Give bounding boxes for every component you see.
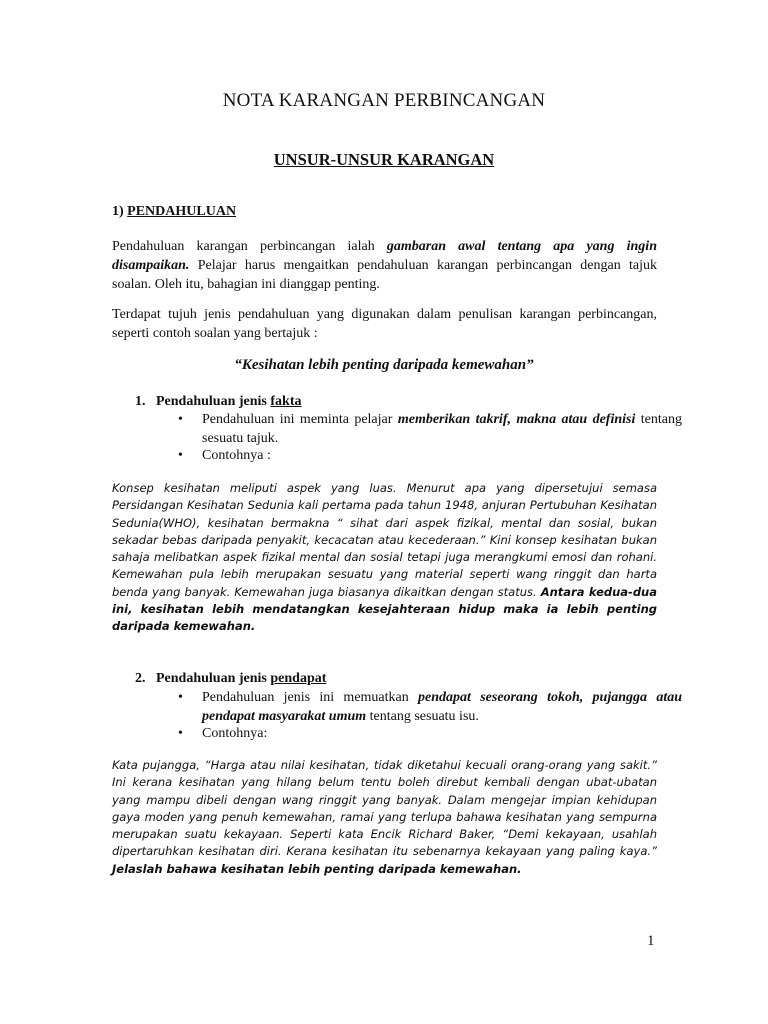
bullet-icon: • [178, 412, 183, 427]
item-1-number: 1. [135, 394, 146, 409]
intro-text-a: Pendahuluan karangan perbincangan ialah [112, 239, 387, 254]
item-1-head-underlined: fakta [270, 394, 302, 409]
item-2-heading [135, 671, 326, 687]
section-heading [112, 204, 236, 220]
item-1-example-conclusion: Antara kedua-dua ini, kesihatan lebih mendatangkan kesejahteraan hidup maka ia lebih penting daripada kemewahan. [112, 584, 657, 634]
item-2-b1-a: Pendahuluan jenis ini memuatkan [202, 690, 419, 705]
item-2-example-conclusion: Jelaslah bahawa kesihatan lebih penting daripada kemewahan. [112, 861, 522, 876]
intro-text-c: Pelajar harus mengaitkan pendahuluan karangan perbincangan dengan tajuk soalan. Oleh itu, bahagian ini dianggap penting. [112, 258, 657, 292]
item-1-b1-c: tentang sesuatu tajuk. [202, 412, 682, 446]
item-1-heading [135, 394, 302, 410]
item-2-number: 2. [135, 671, 146, 686]
page-number: 1 [647, 933, 655, 949]
item-2-example-text: Kata pujangga, “Harga atau nilai kesihatan, tidak diketahui kecuali orang-orang yang sakit.” Ini kerana kesihatan yang hilang belum tentu boleh direbut kembali dengan ubat-ubatan yang mampu dibeli dengan wang ringgit yang banyak. Dalam mengejar impian kehidupan gaya moden yang penuh kemewahan, ramai yang terlupa bahawa kesihatan yang sempurna merupakan suatu kekayaan. Seperti kata Encik Richard Baker, “Demi kekayaan, usahlah dipertaruhkan kesihatan diri. Kerana kesihatan itu sebenarnya kekayaan yang paling kaya.” [112, 758, 657, 859]
item-2-b1-c: tentang sesuatu isu. [366, 709, 479, 724]
bullet-icon: • [178, 448, 183, 463]
item-1-example-text: Konsep kesihatan meliputi aspek yang luas. Menurut apa yang dipersetujui semasa Persidangan Kesihatan Sedunia kali pertama pada tahun 1948, anjuran Pertubuhan Kesihatan Sedunia(WHO), kesihatan bermakna “ sihat dari aspek fizikal, mental dan sosial, bukan sekadar bebas daripada penyakit, kecacatan atau kecederaan.” Kini konsep kesihatan bukan sahaja melibatkan aspek fizikal mental dan sosial tetapi juga merangkumi emosi dan rohani. Kemewahan pula lebih merupakan sesuatu yang material seperti wang ringgit dan harta benda yang banyak. Kemewahan juga biasanya dikaitkan dengan status. [112, 481, 657, 599]
item-2-bullet-1 [178, 688, 682, 726]
item-1-b1-emphasis: memberikan takrif, makna atau definisi [397, 412, 636, 427]
item-1-example [112, 480, 657, 636]
item-1-head: Pendahuluan jenis [156, 394, 271, 409]
bullet-icon: • [178, 726, 183, 741]
essay-question-quote: “Kesihatan lebih penting daripada kemewahan” [234, 357, 534, 373]
intro-paragraph-1 [112, 237, 657, 294]
item-1-b2: Contohnya : [202, 448, 271, 463]
item-2-head-underlined: pendapat [270, 671, 327, 686]
document-subtitle: UNSUR-UNSUR KARANGAN [273, 150, 495, 169]
item-1-bullet-2 [178, 446, 682, 465]
section-title: PENDAHULUAN [127, 204, 237, 219]
item-1-bullet-1 [178, 410, 682, 448]
bullet-icon: • [178, 690, 183, 705]
item-1-b1-a: Pendahuluan ini meminta pelajar [202, 412, 398, 427]
section-number: 1) [112, 204, 124, 219]
intro-paragraph-2: Terdapat tujuh jenis pendahuluan yang digunakan dalam penulisan karangan perbincangan, seperti contoh soalan yang bertajuk : [112, 307, 657, 341]
intro-emphasis: gambaran awal tentang apa yang ingin disampaikan. [112, 239, 657, 273]
item-2-bullet-2 [178, 724, 682, 743]
document-title: NOTA KARANGAN PERBINCANGAN [222, 90, 546, 111]
item-2-head: Pendahuluan jenis [156, 671, 271, 686]
item-2-b1-emphasis: pendapat seseorang tokoh, pujangga atau pendapat masyarakat umum [202, 690, 682, 724]
item-2-b2: Contohnya: [202, 726, 268, 741]
item-2-example [112, 757, 657, 878]
